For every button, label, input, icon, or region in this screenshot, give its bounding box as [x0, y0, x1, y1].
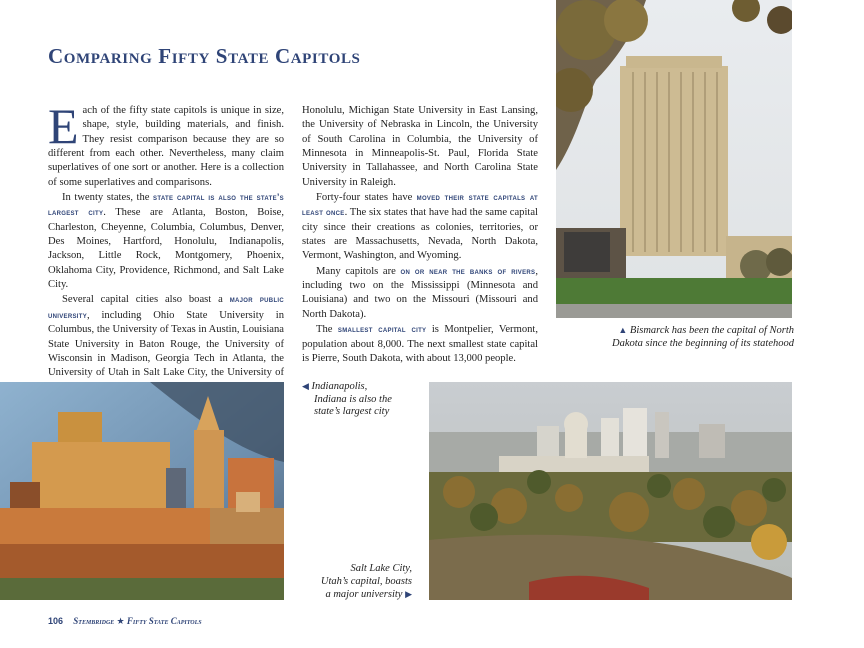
paragraph-rivers: Many capitols are on or near the banks of rivers, including two on the Mississippi (Minnesota and Louisiana) and two on the Missouri (Missouri and North Dakota). — [302, 265, 539, 320]
paragraph-intro: Each of the fifty state capitols is unique in size, shape, style, building materials, and finish. They resist comparison because they are so different from each other. Nevertheless, many claim superlatives of one sort or another. Here is a collection of some superlatives and comparisons. — [48, 98, 284, 188]
bismarck-capitol-photo — [556, 0, 792, 318]
salt-lake-city-photo — [429, 382, 792, 600]
highlight-term: on or near the banks of rivers — [400, 265, 536, 276]
paragraph-smallest-capital: The smallest capital city is Montpelier, Vermont, population about 8,000. The next smallest state capital is Pierre, South Dakota, with about 13,000 people. — [302, 324, 539, 364]
paragraph-university: Several capital cities also boast a major public university, including Ohio State University in Columbus, the University of Texas in Austin, Louisiana State University in Baton Rouge, the University of Wisconsin in Madison, Georgia Tech in Atlanta, the University of Utah in Salt Lake City, the University of — [48, 294, 285, 379]
indianapolis-caption: ◀ Indianapolis, Indiana is also the state’s largest city — [302, 381, 392, 417]
triangle-up-icon: ▲ — [618, 325, 628, 335]
page-title: Comparing Fifty State Capitols — [48, 44, 361, 68]
paragraph-largest-city: In twenty states, the state capital is also the state’s largest city. These are Atlanta, Boston, Boise, Charleston, Cheyenne, Columbia, Columbus, Denver, Des Moines, Hartford, Honolulu, Indianapolis, Jackson, Little Rock, Montgomery, Phoenix, Oklahoma City, Providence, Richmond, and Salt Lake City. — [48, 192, 285, 291]
drop-cap: E — [48, 98, 79, 154]
paragraph-university-cont: Honolulu, Michigan State University in East Lansing, the University of Nebraska in Lincoln, the University of South Carolina in Columbia, the University of Minnesota in Minneapolis-St. Paul, Florida State University in Tallahassee, and North Carolina State University in Raleigh. — [302, 105, 538, 188]
page-number: 106 — [48, 616, 64, 626]
text-column-right — [302, 104, 538, 366]
star-icon: ★ — [116, 616, 125, 626]
triangle-left-icon: ◀ — [302, 381, 309, 391]
text-column-left — [48, 98, 285, 395]
highlight-term: moved their state capitals at least once — [302, 192, 538, 218]
highlight-term: major public university — [48, 294, 285, 320]
highlight-term: state capital is also the state’s largest city — [48, 192, 284, 218]
page-footer — [48, 616, 202, 627]
triangle-right-icon: ▶ — [405, 589, 412, 599]
paragraph-moved-capitals: Forty-four states have moved their state capitals at least once. The six states that have had the same capital city since their creations as colonies, territories, or states are Massachusetts, Nevada, North Dakota, Vermont, Washington, and Wyoming. — [302, 192, 538, 262]
footer-book-title: Fifty State Capitols — [126, 616, 202, 626]
footer-author: Stembridge — [73, 616, 115, 626]
indianapolis-skyline-photo — [0, 382, 284, 600]
salt-lake-city-caption: Salt Lake City, Utah’s capital, boasts a major university ▶ — [320, 563, 412, 600]
bismarck-caption: ▲ Bismarck has been the capital of North Dakota since the beginning of its statehood — [612, 325, 794, 349]
highlight-term: smallest capital city — [337, 324, 427, 335]
